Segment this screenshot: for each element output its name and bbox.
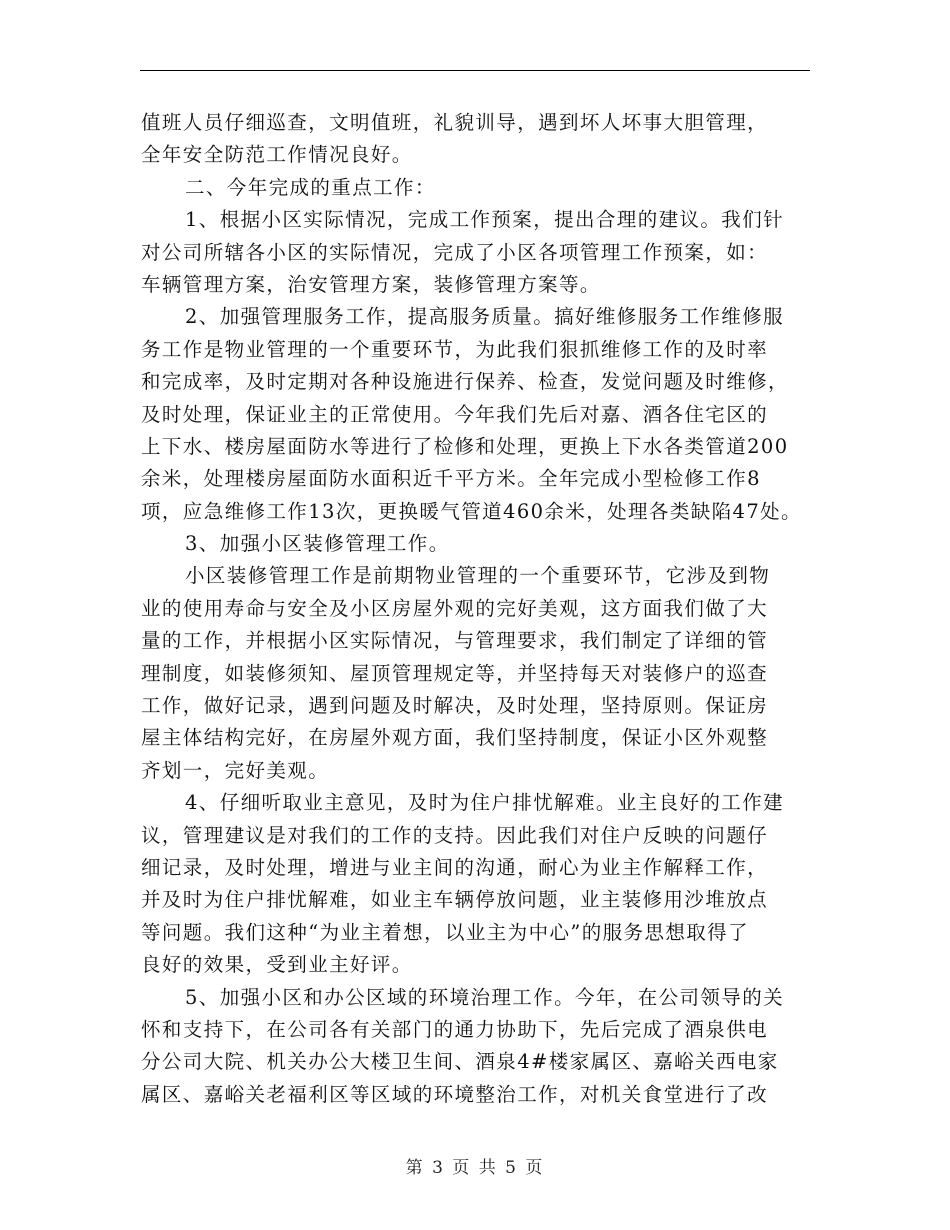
text-line: 业的使用寿命与安全及小区房屋外观的完好美观，这方面我们做了大 [141, 596, 769, 620]
text-line: 对公司所辖各小区的实际情况，完成了小区各项管理工作预案，如： [141, 240, 769, 264]
text-line: 项，应急维修工作13次，更换暖气管道460余米，处理各类缺陷47处。 [141, 499, 802, 523]
text-line: 工作，做好记录，遇到问题及时解决，及时处理，坚持原则。保证房 [141, 694, 769, 718]
text-line: 和完成率，及时定期对各种设施进行保养、检查，发觉问题及时维修， [141, 370, 789, 394]
text-line: 3、加强小区装修管理工作。 [185, 532, 450, 556]
text-line: 齐划一，完好美观。 [141, 758, 330, 782]
text-line: 量的工作，并根据小区实际情况，与管理要求，我们制定了详细的管 [141, 629, 769, 653]
text-line: 小区装修管理工作是前期物业管理的一个重要环节，它涉及到物 [185, 564, 771, 588]
text-line: 二、今年完成的重点工作： [185, 175, 436, 199]
header-rule [140, 70, 810, 71]
page-number-footer: 第 3 页 共 5 页 [405, 1158, 545, 1178]
document-body [141, 107, 841, 1111]
text-line: 值班人员仔细巡查，文明值班，礼貌训导，遇到坏人坏事大胆管理， [141, 111, 769, 134]
text-line: 务工作是物业管理的一个重要环节，为此我们狠抓维修工作的及时率 [141, 337, 769, 361]
text-line: 分公司大院、机关办公大楼卫生间、酒泉4#楼家属区、嘉峪关西电家 [141, 1050, 779, 1074]
text-line: 细记录，及时处理，增进与业主间的沟通，耐心为业主作解释工作， [141, 855, 769, 879]
text-line: 并及时为住户排忧解难，如业主车辆停放问题，业主装修用沙堆放点 [141, 888, 769, 912]
text-line: 怀和支持下，在公司各有关部门的通力协助下，先后完成了酒泉供电 [141, 1017, 769, 1041]
text-line: 良好的效果，受到业主好评。 [141, 953, 413, 977]
text-line: 5、加强小区和办公区域的环境治理工作。今年，在公司领导的关 [185, 985, 785, 1009]
text-line: 等问题。我们这种“为业主着想，以业主为中心”的服务思想取得了 [141, 920, 749, 944]
text-line: 上下水、楼房屋面防水等进行了检修和处理，更换上下水各类管道200 [141, 434, 789, 458]
text-line: 1、根据小区实际情况，完成工作预案，提出合理的建议。我们针 [185, 208, 785, 232]
text-line: 及时处理，保证业主的正常使用。今年我们先后对嘉、酒各住宅区的 [141, 402, 769, 426]
text-line: 理制度，如装修须知、屋顶管理规定等，并坚持每天对装修户的巡查 [141, 661, 769, 685]
text-line: 议，管理建议是对我们的工作的支持。因此我们对住户反映的问题仔 [141, 823, 769, 847]
text-line: 全年安全防范工作情况良好。 [141, 143, 413, 167]
text-line: 车辆管理方案，治安管理方案，装修管理方案等。 [141, 272, 601, 296]
text-line: 属区、嘉峪关老福利区等区域的环境整治工作，对机关食堂进行了改 [141, 1082, 769, 1106]
text-line: 屋主体结构完好，在房屋外观方面，我们坚持制度，保证小区外观整 [141, 726, 769, 750]
text-line: 余米，处理楼房屋面防水面积近千平方米。全年完成小型检修工作8 [141, 467, 761, 491]
text-line: 4、仔细听取业主意见，及时为住户排忧解难。业主良好的工作建 [185, 791, 785, 815]
text-line: 2、加强管理服务工作，提高服务质量。搞好维修服务工作维修服 [185, 305, 785, 329]
